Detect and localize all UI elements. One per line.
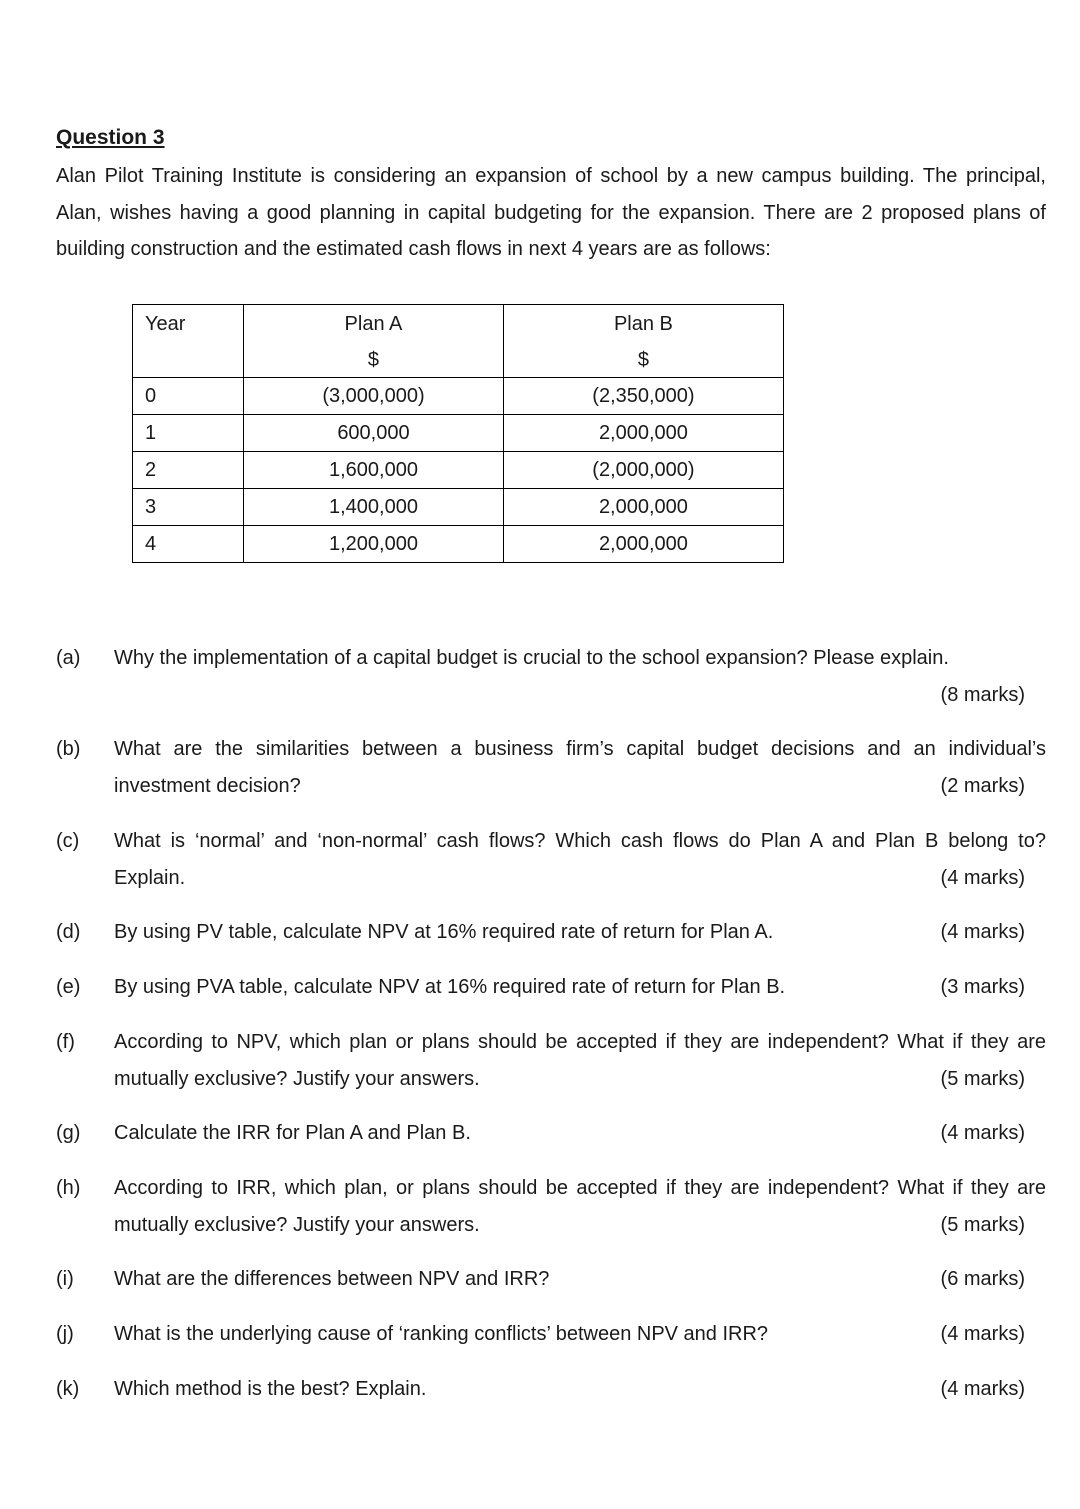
question-label: (a) bbox=[56, 647, 81, 669]
question-intro: Alan Pilot Training Institute is considering an expansion of school by a new campus building. The principal, Alan, wishes having a good planning in capital budgeting for the expansion. There are 2 proposed plans of building construction and the estimated cash flows in next 4 years are as follows: bbox=[56, 165, 1046, 260]
question-item-k bbox=[56, 1371, 1046, 1408]
question-marks: (3 marks) bbox=[940, 976, 1025, 998]
year-cell: 3 bbox=[133, 489, 244, 526]
plan-b-header-unit: $ bbox=[637, 349, 649, 371]
question-label: (i) bbox=[56, 1268, 74, 1290]
question-marks: (5 marks) bbox=[940, 1067, 1025, 1090]
question-marks: (4 marks) bbox=[940, 1122, 1025, 1144]
plan-b-header bbox=[503, 305, 783, 378]
question-label: (e) bbox=[56, 976, 81, 998]
question-item-f bbox=[56, 1024, 1046, 1097]
cash-flow-table bbox=[132, 304, 784, 563]
question-item-g bbox=[56, 1115, 1046, 1152]
question-item-j bbox=[56, 1316, 1046, 1353]
question-item-h bbox=[56, 1170, 1046, 1243]
question-marks: (6 marks) bbox=[940, 1268, 1025, 1290]
table-header-row bbox=[133, 305, 784, 378]
plan-a-cell: 1,600,000 bbox=[244, 452, 504, 489]
year-cell: 1 bbox=[133, 415, 244, 452]
plan-a-cell: 1,400,000 bbox=[244, 489, 504, 526]
question-marks: (4 marks) bbox=[940, 1378, 1025, 1400]
question-marks: (4 marks) bbox=[940, 866, 1025, 889]
question-item-i bbox=[56, 1261, 1046, 1298]
plan-a-header bbox=[244, 305, 504, 378]
plan-a-cell: 600,000 bbox=[244, 415, 504, 452]
question-label: (h) bbox=[56, 1177, 81, 1199]
plan-a-cell: (3,000,000) bbox=[244, 378, 504, 415]
question-label: (k) bbox=[56, 1378, 80, 1400]
question-label: (c) bbox=[56, 830, 80, 852]
plan-a-header-label: Plan A bbox=[344, 313, 403, 335]
question-text: What is ‘normal’ and ‘non-normal’ cash flows? Which cash flows do Plan A and Plan B belong to? Explain. bbox=[114, 830, 1046, 889]
plan-a-cell: 1,200,000 bbox=[244, 526, 504, 563]
question-item-b bbox=[56, 731, 1046, 804]
year-cell: 2 bbox=[133, 452, 244, 489]
plan-b-header-label: Plan B bbox=[613, 313, 673, 335]
plan-b-cell: 2,000,000 bbox=[503, 415, 783, 452]
question-label: (b) bbox=[56, 738, 81, 760]
plan-b-cell: (2,350,000) bbox=[503, 378, 783, 415]
question-text: Which method is the best? Explain. bbox=[114, 1378, 427, 1400]
question-label: (g) bbox=[56, 1122, 81, 1144]
question-label: (d) bbox=[56, 921, 81, 943]
table-row bbox=[133, 452, 784, 489]
question-text: What are the differences between NPV and IRR? bbox=[114, 1268, 550, 1290]
question-text: What is the underlying cause of ‘ranking conflicts’ between NPV and IRR? bbox=[114, 1323, 769, 1345]
question-marks: (2 marks) bbox=[940, 774, 1025, 797]
year-cell: 4 bbox=[133, 526, 244, 563]
question-label: (j) bbox=[56, 1323, 74, 1345]
question-text: According to NPV, which plan or plans should be accepted if they are independent? What if they are mutually exclusive? Justify your answers. bbox=[114, 1031, 1046, 1090]
table-row bbox=[133, 415, 784, 452]
year-header: Year bbox=[133, 305, 244, 378]
question-text: By using PV table, calculate NPV at 16% required rate of return for Plan A. bbox=[114, 921, 774, 943]
question-item-e bbox=[56, 969, 1046, 1006]
plan-b-cell: 2,000,000 bbox=[503, 489, 783, 526]
year-cell: 0 bbox=[133, 378, 244, 415]
question-marks: (4 marks) bbox=[940, 1323, 1025, 1345]
question-text: According to IRR, which plan, or plans should be accepted if they are independent? What if they are mutually exclusive? Justify your answers. bbox=[114, 1177, 1046, 1236]
table-row bbox=[133, 489, 784, 526]
question-item-c bbox=[56, 823, 1046, 896]
plan-b-cell: (2,000,000) bbox=[503, 452, 783, 489]
table-row bbox=[133, 526, 784, 563]
question-text: Calculate the IRR for Plan A and Plan B. bbox=[114, 1122, 471, 1144]
table-row bbox=[133, 378, 784, 415]
plan-b-cell: 2,000,000 bbox=[503, 526, 783, 563]
plan-a-header-unit: $ bbox=[367, 349, 380, 371]
question-item-a bbox=[56, 640, 1046, 706]
question-item-d bbox=[56, 914, 1046, 951]
question-title: Question 3 bbox=[56, 126, 165, 149]
question-text: By using PVA table, calculate NPV at 16% required rate of return for Plan B. bbox=[114, 976, 786, 998]
question-text: What are the similarities between a business firm’s capital budget decisions and an individual’s investment decision? bbox=[114, 738, 1046, 797]
question-marks: (4 marks) bbox=[940, 921, 1025, 943]
question-marks: (8 marks) bbox=[940, 683, 1025, 706]
question-marks: (5 marks) bbox=[940, 1213, 1025, 1236]
question-label: (f) bbox=[56, 1031, 75, 1053]
question-text: Why the implementation of a capital budget is crucial to the school expansion? Please explain. bbox=[114, 647, 949, 669]
